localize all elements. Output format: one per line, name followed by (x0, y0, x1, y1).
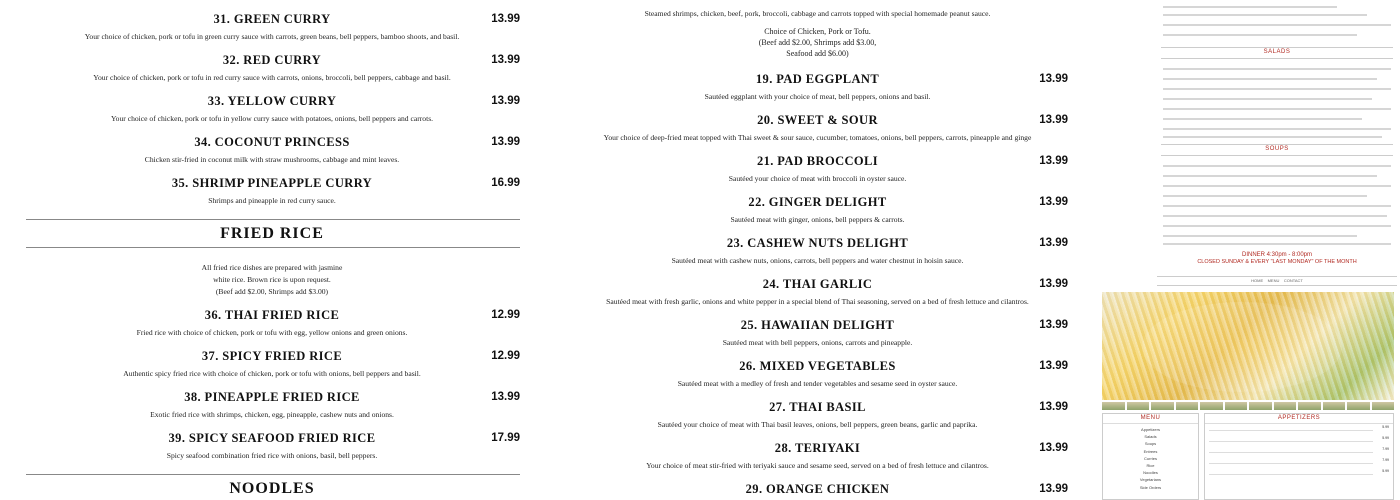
photo-thumbnail[interactable] (1298, 402, 1321, 410)
photo-thumbnail[interactable] (1347, 402, 1370, 410)
menu-links-box (1102, 413, 1199, 500)
appetizer-text-line (1209, 463, 1373, 464)
item-number: 22. (748, 195, 766, 209)
item-description: Shrimps and pineapple in red curry sauce. (208, 196, 336, 205)
item-description: Sautéed meat with a medley of fresh and tender vegetables and sesame seed in oyster sauce. (677, 379, 958, 388)
item-name: ORANGE CHICKEN (766, 482, 890, 496)
item-name: COCONUT PRINCESS (214, 135, 350, 149)
item-name: PAD BROCCOLI (777, 154, 879, 168)
item-description: Your choice of meat stir-fried with teriyaki sauce and sesame seed, served on a bed of fresh lettuce and cilantros. (646, 461, 989, 470)
appetizer-row (1205, 446, 1393, 457)
item-description: Authentic spicy fried rice with choice of chicken, pork or tofu with onions, bell peppers and basil. (123, 369, 421, 378)
item-name: GINGER DELIGHT (768, 195, 887, 209)
item-name: SHRIMP PINEAPPLE CURRY (192, 176, 373, 190)
section-divider (26, 474, 520, 475)
thumbnail-menu-page (1157, 0, 1397, 285)
thumbnail-text-line (1163, 175, 1377, 177)
item-price: 13.99 (1039, 319, 1068, 331)
item-price: 12.99 (491, 309, 520, 321)
menu-link[interactable]: Appetizers (1141, 427, 1160, 432)
website-thumbnail (1100, 0, 1400, 500)
photo-thumbnails (1102, 402, 1394, 410)
thumbnail-text-line (1163, 34, 1357, 36)
menu-item-shrimp-pineapple-curry (22, 176, 522, 206)
thumbnail-text-line (1163, 88, 1391, 90)
menu-item-orange-chicken (565, 482, 1070, 496)
appetizer-price: 5.99 (1382, 436, 1389, 440)
photo-thumbnail[interactable] (1323, 402, 1346, 410)
thumbnail-text-line (1163, 235, 1357, 237)
menu-item-sweet-and-sour (565, 113, 1070, 143)
item-number: 27. (769, 400, 786, 414)
appetizer-price: 5.99 (1382, 425, 1389, 429)
item-price: 13.99 (1039, 114, 1068, 126)
thumbnail-divider (1161, 155, 1393, 156)
menu-item-yellow-curry (22, 94, 522, 124)
menu-item-thai-garlic (565, 277, 1070, 307)
thumbnail-text-line (1163, 136, 1382, 138)
appetizer-text-line (1209, 452, 1373, 453)
appetizer-row (1205, 435, 1393, 446)
menu-item-cashew-nuts-delight (565, 236, 1070, 266)
menu-item-ginger-delight (565, 195, 1070, 225)
menu-link[interactable]: Rice (1146, 463, 1155, 469)
menu-item-thai-fried-rice (22, 308, 522, 338)
item-description: Your choice of chicken, pork or tofu in red curry sauce with carrots, onions, broccoli, bell peppers, cabbage and basil. (93, 73, 451, 82)
menu-item-pad-eggplant (565, 72, 1070, 102)
item-number: 21. (756, 154, 774, 168)
item-description: Sautéed meat with bell peppers, onions, carrots and pineapple. (722, 338, 913, 347)
thumbnail-divider (1161, 47, 1393, 48)
closed-days: CLOSED SUNDAY & EVERY "LAST MONDAY" OF THE MONTH (1197, 259, 1357, 265)
thumbnail-text-line (1163, 98, 1372, 100)
item-price: 13.99 (1039, 196, 1068, 208)
item-price: 13.99 (1039, 442, 1068, 454)
item-price: 17.99 (491, 432, 520, 444)
middle-menu-column (565, 0, 1070, 500)
item-price: 12.99 (491, 350, 520, 362)
fried-rice-note-line: white rice. Brown rice is upon request. (213, 275, 331, 284)
item-price: 13.99 (1039, 483, 1068, 495)
photo-thumbnail[interactable] (1372, 402, 1395, 410)
item-price: 13.99 (1039, 73, 1068, 85)
item-name: THAI BASIL (789, 400, 866, 414)
thumbnail-divider (1161, 144, 1393, 145)
item-price: 13.99 (491, 391, 520, 403)
item-number: 37. (201, 349, 219, 363)
menu-item-thai-basil (565, 400, 1070, 430)
photo-thumbnail[interactable] (1274, 402, 1297, 410)
thumbnail-text-line (1163, 225, 1391, 227)
item-number: 20. (757, 113, 774, 127)
menu-item-teriyaki (565, 441, 1070, 471)
thumbnail-text-line (1163, 128, 1391, 130)
choice-note-line: Choice of Chicken, Pork or Tofu. (764, 27, 871, 36)
menu-link[interactable]: Noodles (1143, 470, 1158, 476)
appetizer-price: 7.99 (1382, 447, 1389, 451)
photo-thumbnail[interactable] (1225, 402, 1248, 410)
appetizer-price: 5.99 (1382, 469, 1389, 473)
appetizers-box-title: APPETIZERS (1205, 414, 1393, 424)
item-name: SWEET & SOUR (777, 113, 878, 127)
item-name: RED CURRY (243, 53, 322, 67)
item-description: Fried rice with choice of chicken, pork or tofu with egg, yellow onions and green onions. (136, 328, 408, 337)
item-number: 23. (726, 236, 744, 250)
item-number: 29. (745, 482, 763, 496)
thumbnail-text-line (1163, 205, 1391, 207)
menu-item-pad-broccoli (565, 154, 1070, 184)
thumbnail-text-line (1163, 165, 1391, 167)
thumbnail-text-line (1163, 24, 1391, 26)
appetizer-text-line (1209, 430, 1373, 431)
menu-link[interactable]: Entrees (1143, 448, 1158, 454)
choice-note-line: (Beef add $2.00, Shrimps add $3.00, (758, 38, 877, 47)
thumbnail-text-line (1163, 6, 1337, 8)
item-price: 16.99 (491, 177, 520, 189)
left-menu-column (22, 0, 522, 500)
item-number: 32. (222, 53, 240, 67)
item-number: 19. (755, 72, 773, 86)
item-name: YELLOW CURRY (227, 94, 337, 108)
menu-item-spicy-fried-rice (22, 349, 522, 379)
item-description: Sautéed meat with ginger, onions, bell peppers & carrots. (730, 215, 905, 224)
item-price: 13.99 (491, 54, 520, 66)
food-photo (1102, 292, 1394, 400)
fried-rice-note-line: (Beef add $2.00, Shrimps add $3.00) (215, 287, 329, 296)
item-name: PAD EGGPLANT (776, 72, 880, 86)
item-description: Sautéed eggplant with your choice of meat, bell peppers, onions and basil. (704, 92, 931, 101)
photo-thumbnail[interactable] (1102, 402, 1125, 410)
thumbnail-text-line (1163, 195, 1367, 197)
nav-home[interactable]: HOME (1251, 278, 1264, 283)
photo-thumbnail[interactable] (1151, 402, 1174, 410)
item-name: GREEN CURRY (233, 12, 331, 26)
thumbnail-soups-heading: SOUPS (1265, 146, 1289, 152)
thumbnail-text-line (1163, 14, 1367, 16)
menu-item-spicy-seafood-fried-rice (22, 431, 522, 461)
menu-links (1103, 424, 1198, 491)
photo-thumbnail[interactable] (1200, 402, 1223, 410)
item-description: Spicy seafood combination fried rice with onions, basil, bell peppers. (166, 451, 378, 460)
item-price: 13.99 (1039, 278, 1068, 290)
item-description: Your choice of deep-fried meat topped with Thai sweet & sour sauce, cucumber, tomatoes, onions, bell peppers, carrots, pineapple and ginge (603, 133, 1032, 142)
item-name: THAI FRIED RICE (224, 308, 340, 322)
menu-item-mixed-vegetables (565, 359, 1070, 389)
item-price: 13.99 (491, 95, 520, 107)
item-number: 33. (207, 94, 225, 108)
menu-link[interactable]: Salads (1144, 434, 1157, 440)
menu-item-green-curry (22, 12, 522, 42)
fried-rice-note-line: All fried rice dishes are prepared with jasmine (201, 263, 343, 272)
thumbnail-nav (1157, 276, 1397, 286)
item-description: Your choice of chicken, pork or tofu in green curry sauce with carrots, green beans, bell peppers, bamboo shoots, and basil. (84, 32, 460, 41)
appetizer-row (1205, 457, 1393, 468)
appetizer-text-line (1209, 441, 1373, 442)
item-price: 13.99 (1039, 360, 1068, 372)
nav-contact[interactable]: CONTACT (1283, 278, 1303, 283)
appetizer-text-line (1209, 474, 1373, 475)
thumbnail-salads-heading: SALADS (1263, 49, 1291, 55)
appetizers-box (1204, 413, 1394, 500)
item-number: 38. (184, 390, 202, 404)
item-description: Steamed shrimps, chicken, beef, pork, broccoli, cabbage and carrots topped with special homemade peanut sauce. (644, 9, 991, 18)
dinner-hours: DINNER 4:30pm - 8:00pm (1241, 252, 1313, 258)
menu-item-hawaiian-delight (565, 318, 1070, 348)
item-name: MIXED VEGETABLES (759, 359, 896, 373)
appetizer-row (1205, 468, 1393, 479)
photo-thumbnail[interactable] (1249, 402, 1272, 410)
item-name: CASHEW NUTS DELIGHT (747, 236, 909, 250)
item-description: Chicken stir-fried in coconut milk with straw mushrooms, cabbage and mint leaves. (144, 155, 400, 164)
menu-link[interactable]: Curries (1144, 455, 1157, 461)
item-number: 28. (774, 441, 792, 455)
thumbnail-text-line (1163, 215, 1387, 217)
item-number: 26. (739, 359, 757, 373)
thumbnail-text-line (1163, 78, 1377, 80)
item-description: Sautéed your choice of meat with broccoli in oyster sauce. (728, 174, 907, 183)
item-number: 34. (194, 135, 212, 149)
menu-item-red-curry (22, 53, 522, 83)
nav-menu[interactable]: MENU (1267, 278, 1280, 283)
item-price: 13.99 (1039, 155, 1068, 167)
item-name: TERIYAKI (794, 441, 861, 455)
item-number: 36. (204, 308, 222, 322)
thumbnail-text-line (1163, 243, 1391, 245)
menu-item-pineapple-fried-rice (22, 390, 522, 420)
menu-link[interactable]: Vegetarians (1139, 477, 1162, 483)
item-price: 13.99 (491, 136, 520, 148)
item-number: 25. (740, 318, 758, 332)
photo-thumbnail[interactable] (1127, 402, 1150, 410)
appetizer-row (1205, 424, 1393, 435)
choice-note-line: Seafood add $6.00) (786, 49, 849, 58)
menu-item-coconut-princess (22, 135, 522, 165)
thumbnail-divider (1161, 58, 1393, 59)
item-description: Sautéed your choice of meat with Thai basil leaves, onions, bell peppers, green beans, garlic and paprika. (657, 420, 978, 429)
photo-thumbnail[interactable] (1176, 402, 1199, 410)
thumbnail-hours (1157, 252, 1397, 266)
papaya-salad-shreds (1102, 292, 1394, 400)
appetizer-price: 7.99 (1382, 458, 1389, 462)
item-number: 35. (171, 176, 189, 190)
item-number: 24. (762, 277, 780, 291)
menu-box-title: MENU (1103, 414, 1198, 424)
item-name: SPICY FRIED RICE (222, 349, 343, 363)
section-divider (26, 219, 520, 220)
item-price: 13.99 (1039, 237, 1068, 249)
thumbnail-text-line (1163, 118, 1362, 120)
section-divider (26, 247, 520, 248)
item-number: 39. (168, 431, 186, 445)
item-price: 13.99 (491, 13, 520, 25)
section-title-noodles: NOODLES (229, 480, 315, 497)
thumbnail-text-line (1163, 108, 1391, 110)
thumbnail-text-line (1163, 68, 1391, 70)
item-description: Sautéed meat with cashew nuts, onions, carrots, bell peppers and water chestnut in hoisin sauce. (671, 256, 964, 265)
item-description: Your choice of chicken, pork or tofu in yellow curry sauce with potatoes, onions, bell peppers and carrots. (110, 114, 434, 123)
item-description: Sautéed meat with fresh garlic, onions and white pepper in a special blend of Thai seasoning, served on a bed of fresh lettuce and cilantros. (606, 297, 1029, 306)
section-title-fried-rice: FRIED RICE (220, 225, 324, 242)
item-name: SPICY SEAFOOD FRIED RICE (188, 431, 376, 445)
menu-link[interactable]: Side Orders (1139, 484, 1162, 490)
thumbnail-text-line (1163, 185, 1391, 187)
item-name: HAWAIIAN DELIGHT (761, 318, 895, 332)
item-price: 13.99 (1039, 401, 1068, 413)
item-number: 31. (213, 12, 231, 26)
item-description: Exotic fried rice with shrimps, chicken, egg, pineapple, cashew nuts and onions. (150, 410, 394, 419)
item-name: THAI GARLIC (782, 277, 873, 291)
item-name: PINEAPPLE FRIED RICE (204, 390, 360, 404)
menu-link[interactable]: Soups (1144, 441, 1157, 447)
